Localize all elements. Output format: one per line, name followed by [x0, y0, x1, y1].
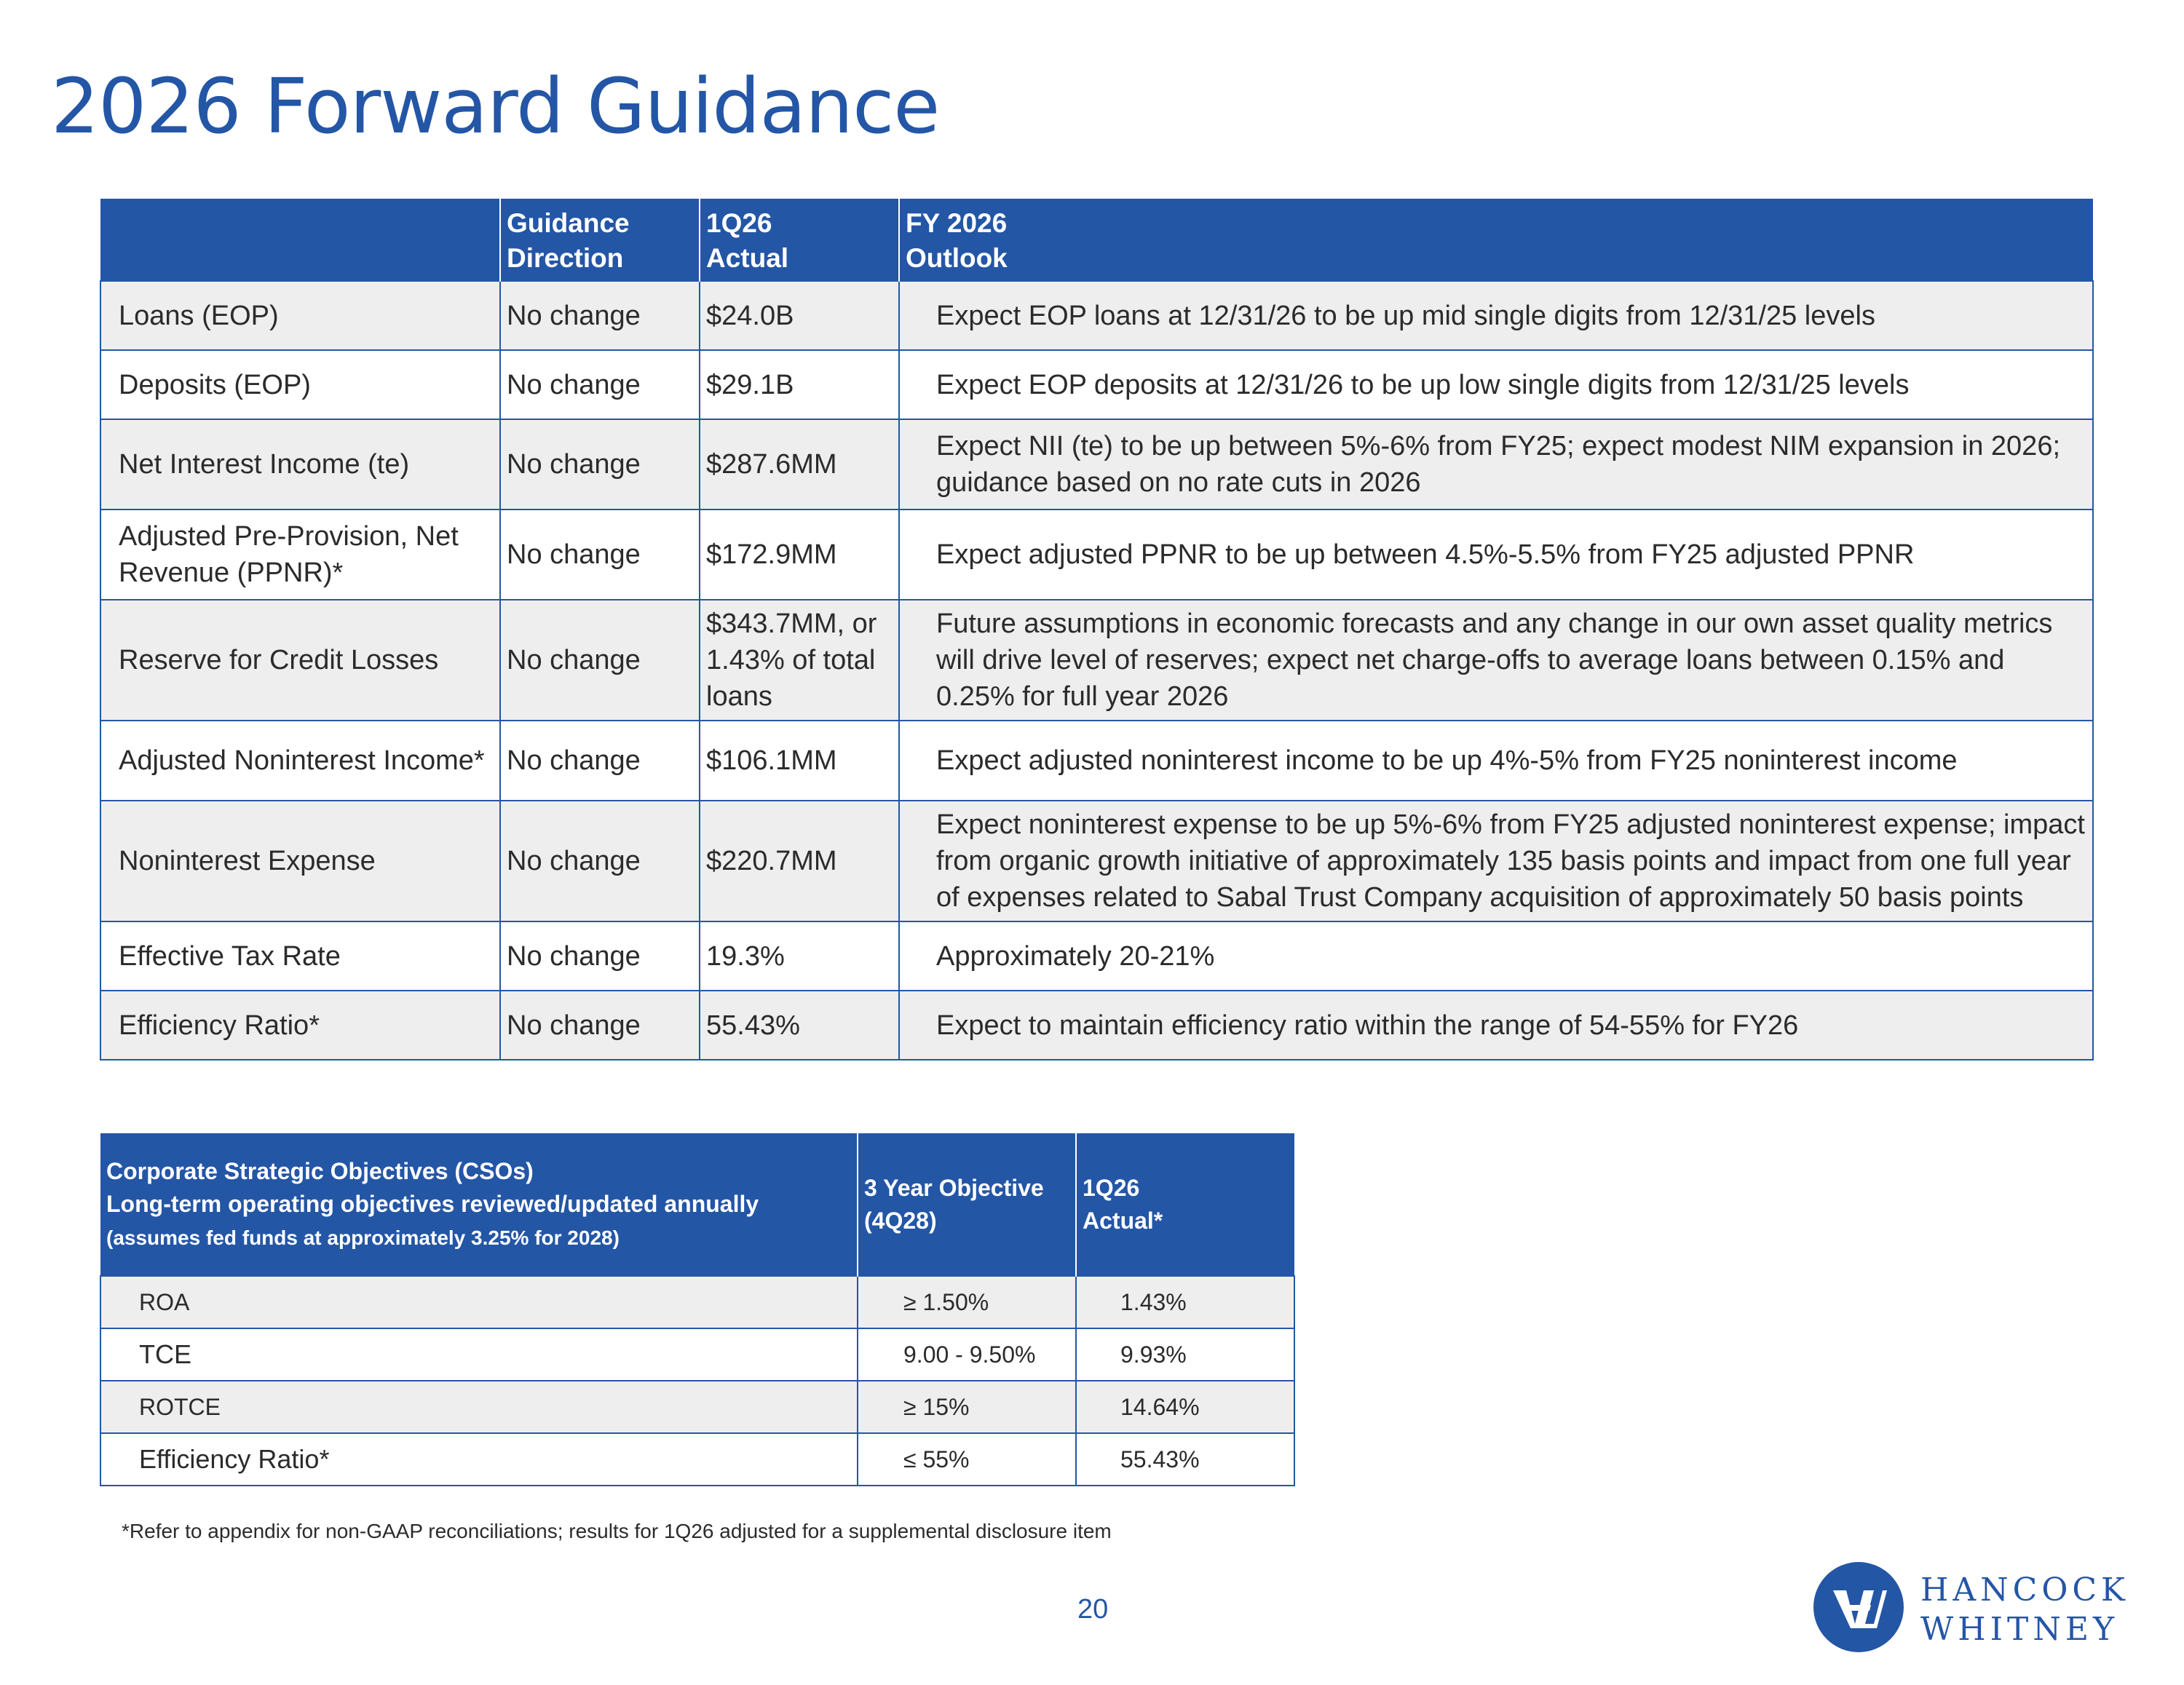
metric-cell: Deposits (EOP) — [100, 350, 500, 419]
actual-cell: $343.7MM, or 1.43% of total loans — [700, 600, 899, 721]
header-text: 1Q26 — [1083, 1174, 1140, 1201]
guidance-table — [100, 199, 2094, 1060]
cso-header-row — [100, 1133, 1294, 1276]
header-text: (4Q28) — [864, 1207, 937, 1234]
cso-header-actual — [1076, 1133, 1294, 1276]
metric-cell: Noninterest Expense — [100, 801, 500, 921]
direction-cell: No change — [500, 921, 700, 991]
outlook-cell: Expect adjusted noninterest income to be up 4%-5% from FY25 noninterest income — [899, 721, 2093, 801]
outlook-cell: Future assumptions in economic forecasts and any change in our own asset quality metrics will drive level of reserves; expect net charge-offs to average loans between 0.15% and 0.25% for full year 2026 — [899, 600, 2093, 721]
cso-metric-cell: ROA — [100, 1276, 858, 1328]
header-text: Direction — [507, 243, 624, 273]
table-row — [100, 419, 2093, 510]
cso-metric-cell: TCE — [100, 1328, 858, 1381]
direction-cell: No change — [500, 281, 700, 350]
table-row — [100, 281, 2093, 350]
page-number: 20 — [1077, 1594, 1109, 1625]
table-row — [100, 600, 2093, 721]
direction-cell: No change — [500, 350, 700, 419]
cso-table — [100, 1133, 1295, 1486]
cso-objective-cell: 9.00 - 9.50% — [858, 1328, 1076, 1381]
cso-objective-cell: ≤ 55% — [858, 1433, 1076, 1486]
outlook-cell: Approximately 20-21% — [899, 921, 2093, 991]
actual-cell: 19.3% — [700, 921, 899, 991]
actual-cell: $29.1B — [700, 350, 899, 419]
cso-actual-cell: 55.43% — [1076, 1433, 1294, 1486]
table-row — [100, 1381, 1294, 1433]
direction-cell: No change — [500, 801, 700, 921]
table-row — [100, 801, 2093, 921]
header-text: Corporate Strategic Objectives (CSOs) — [106, 1157, 534, 1184]
table-row — [100, 1276, 1294, 1328]
outlook-cell: Expect adjusted PPNR to be up between 4.5%-5.5% from FY25 adjusted PPNR — [899, 510, 2093, 600]
outlook-cell: Expect NII (te) to be up between 5%-6% from FY25; expect modest NIM expansion in 2026; guidance based on no rate cuts in 2026 — [899, 419, 2093, 510]
metric-cell: Adjusted Noninterest Income* — [100, 721, 500, 801]
outlook-cell: Expect EOP deposits at 12/31/26 to be up low single digits from 12/31/25 levels — [899, 350, 2093, 419]
direction-cell: No change — [500, 419, 700, 510]
cso-metric-cell: ROTCE — [100, 1381, 858, 1433]
outlook-cell: Expect noninterest expense to be up 5%-6% from FY25 adjusted noninterest expense; impact from organic growth initiative of approximately 135 basis points and impact from one full year of expenses related to Sabal Trust Company acquisition of approximately 50 basis points — [899, 801, 2093, 921]
metric-cell: Effective Tax Rate — [100, 921, 500, 991]
table-row — [100, 510, 2093, 600]
actual-cell: $287.6MM — [700, 419, 899, 510]
company-logo — [1813, 1561, 2129, 1656]
cso-actual-cell: 9.93% — [1076, 1328, 1294, 1381]
header-text: (assumes fed funds at approximately 3.25% for 2028) — [106, 1226, 620, 1249]
header-text: Long-term operating objectives reviewed/updated annually — [106, 1190, 759, 1217]
cso-header-objective — [858, 1133, 1076, 1276]
footnote: *Refer to appendix for non-GAAP reconciliations; results for 1Q26 adjusted for a supplemental disclosure item — [122, 1520, 1112, 1542]
actual-cell: $106.1MM — [700, 721, 899, 801]
hancock-whitney-logo-icon — [1813, 1561, 1904, 1653]
table-row — [100, 721, 2093, 801]
page-title: 2026 Forward Guidance — [51, 62, 940, 151]
guidance-header-row — [100, 199, 2093, 281]
direction-cell: No change — [500, 991, 700, 1060]
guidance-header-direction — [500, 199, 700, 281]
guidance-header-metric — [100, 199, 500, 281]
cso-objective-cell: ≥ 1.50% — [858, 1276, 1076, 1328]
logo-line1: HANCOCK — [1920, 1571, 2129, 1609]
metric-cell: Loans (EOP) — [100, 281, 500, 350]
cso-actual-cell: 1.43% — [1076, 1276, 1294, 1328]
metric-cell: Net Interest Income (te) — [100, 419, 500, 510]
direction-cell: No change — [500, 600, 700, 721]
guidance-header-outlook — [899, 199, 2093, 281]
outlook-cell: Expect to maintain efficiency ratio within the range of 54-55% for FY26 — [899, 991, 2093, 1060]
table-row — [100, 991, 2093, 1060]
direction-cell: No change — [500, 510, 700, 600]
cso-objective-cell: ≥ 15% — [858, 1381, 1076, 1433]
header-text: 3 Year Objective — [864, 1174, 1044, 1201]
header-text: 1Q26 — [706, 208, 772, 238]
table-row — [100, 350, 2093, 419]
table-row — [100, 1328, 1294, 1381]
header-text: Actual* — [1083, 1207, 1163, 1234]
metric-cell: Efficiency Ratio* — [100, 991, 500, 1060]
cso-header-title — [100, 1133, 858, 1276]
header-text: Outlook — [906, 243, 1008, 273]
actual-cell: $220.7MM — [700, 801, 899, 921]
metric-cell: Adjusted Pre-Provision, Net Revenue (PPNR)* — [100, 510, 500, 600]
logo-line2: WHITNEY — [1920, 1611, 2118, 1648]
cso-metric-cell: Efficiency Ratio* — [100, 1433, 858, 1486]
direction-cell: No change — [500, 721, 700, 801]
metric-cell: Reserve for Credit Losses — [100, 600, 500, 721]
table-row — [100, 921, 2093, 991]
header-text: FY 2026 — [906, 208, 1008, 238]
outlook-cell: Expect EOP loans at 12/31/26 to be up mid single digits from 12/31/25 levels — [899, 281, 2093, 350]
header-text: Guidance — [507, 208, 630, 238]
actual-cell: $24.0B — [700, 281, 899, 350]
header-text: Actual — [706, 243, 789, 273]
actual-cell: 55.43% — [700, 991, 899, 1060]
actual-cell: $172.9MM — [700, 510, 899, 600]
guidance-header-actual — [700, 199, 899, 281]
table-row — [100, 1433, 1294, 1486]
cso-actual-cell: 14.64% — [1076, 1381, 1294, 1433]
